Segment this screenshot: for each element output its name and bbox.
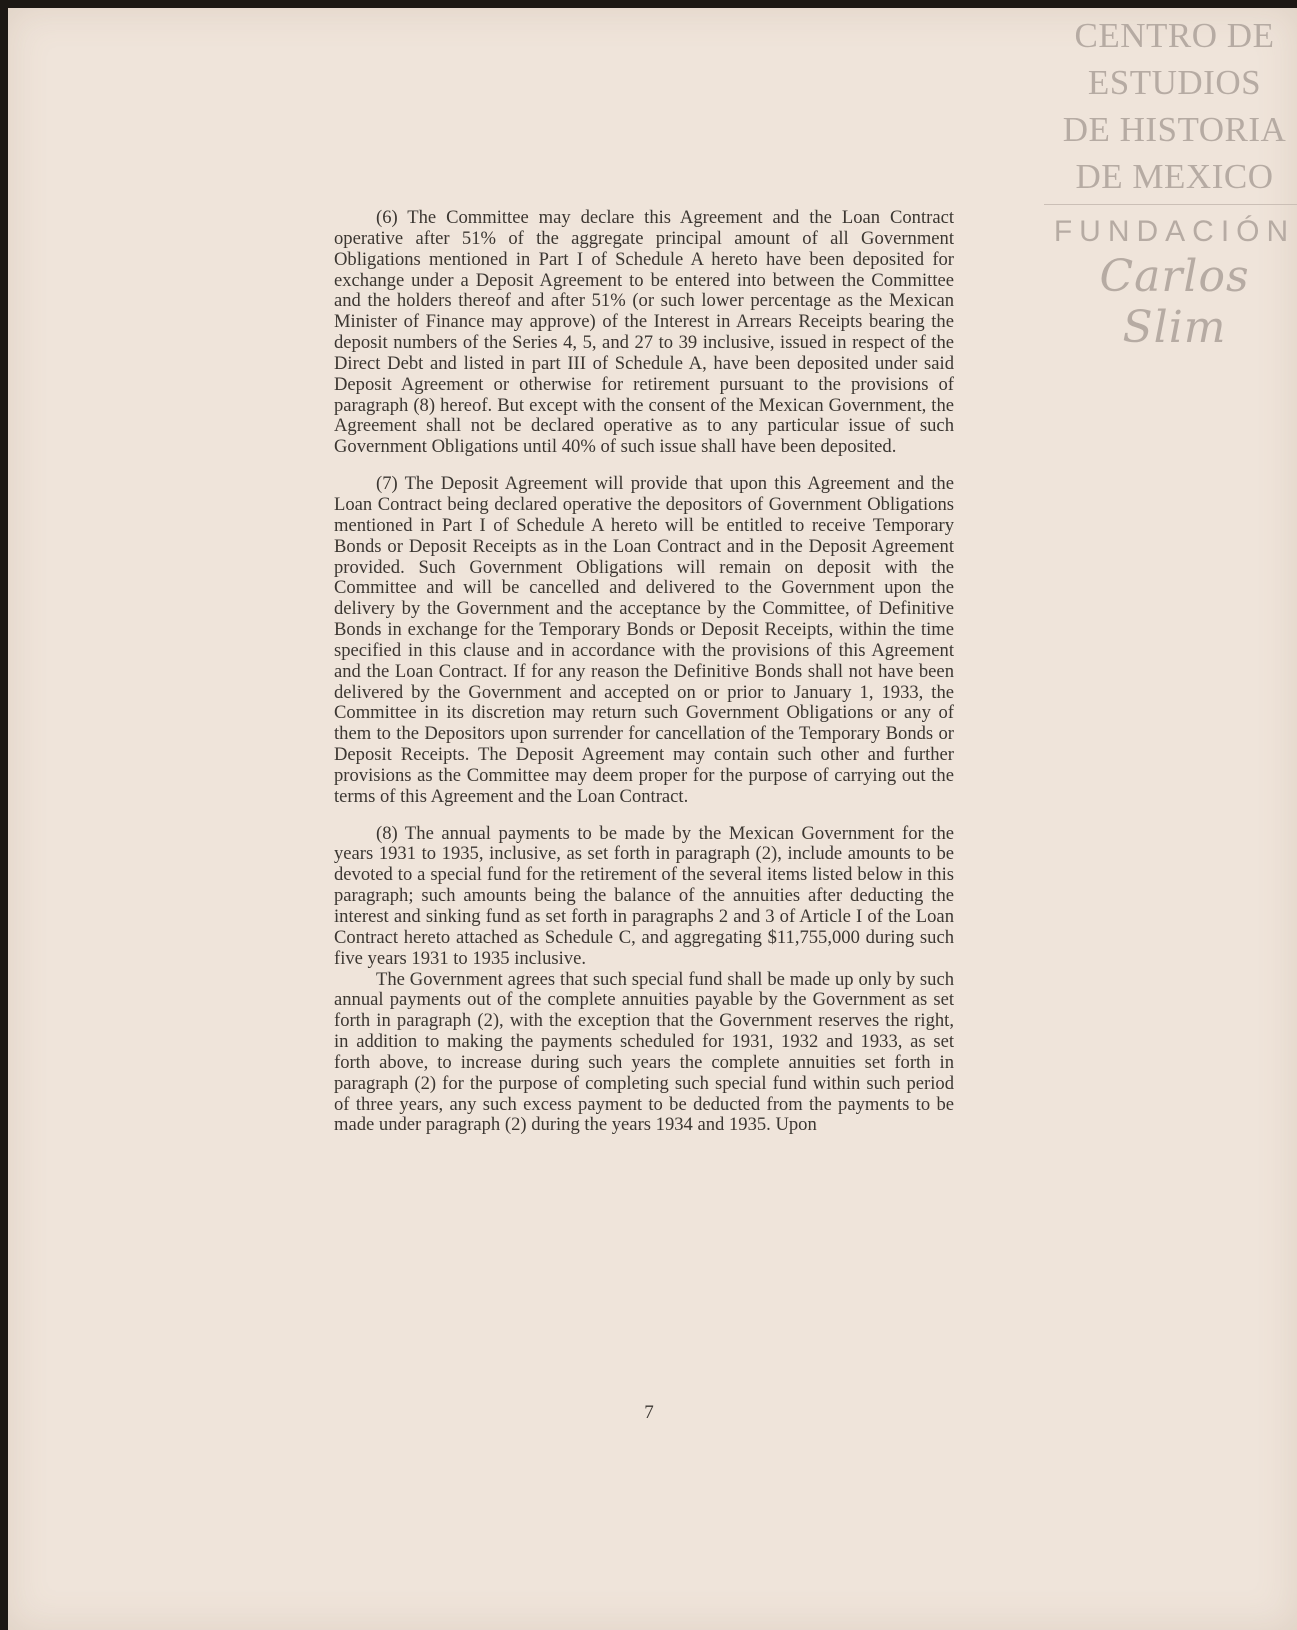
watermark-line: CENTRO DE: [1074, 16, 1275, 55]
page-number: 7: [644, 1402, 654, 1423]
paragraph-6: (6) The Committee may declare this Agreement and the Loan Contract operative after 51% of the aggregate principal amount of all Government Obligations mentioned in Part I of Schedule A hereto have been deposited for exchange under a Deposit Agreement to be entered into between the Committee and the holders thereof and after 51% (or such lower percentage as the Mexican Minister of Finance may approve) of the Interest in Arrears Receipts bearing the deposit numbers of the Series 4, 5, and 27 to 39 inclusive, issued in respect of the Direct Debt and listed in part III of Schedule A, have been deposited under said Deposit Agreement or otherwise for retirement pursuant to the provisions of paragraph (8) hereof. But except with the consent of the Mexican Government, the Agreement shall not be declared operative as to any particular issue of such Government Obligations until 40% of such issue shall have been deposited.: [334, 207, 954, 458]
watermark-foundation-label: FUNDACIÓN: [1053, 215, 1296, 248]
watermark-signature: Carlos Slim: [1099, 251, 1250, 353]
watermark-line: ESTUDIOS: [1087, 63, 1262, 102]
document-page: [8, 8, 1297, 1630]
body-text: [334, 208, 954, 1136]
paragraph-7: (7) The Deposit Agreement will provide that upon this Agreement and the Loan Contract being declared operative the depositors of Government Obligations mentioned in Part I of Schedule A hereto will be entitled to receive Temporary Bonds or Deposit Receipts as in the Loan Contract and in the Deposit Agreement provided. Such Government Obligations will remain on deposit with the Committee and will be cancelled and delivered to the Government upon the delivery by the Government and the acceptance by the Committee, of Definitive Bonds in exchange for the Temporary Bonds or Deposit Receipts, within the time specified in this clause and in accordance with the provisions of this Agreement and the Loan Contract. If for any reason the Definitive Bonds shall not have been delivered by the Government and accepted on or prior to January 1, 1933, the Committee in its discretion may return such Government Obligations or any of them to the Depositors upon surrender for cancellation of the Temporary Bonds or Deposit Receipts. The Deposit Agreement may contain such other and further provisions as the Committee may deem proper for the purpose of carrying out the terms of this Agreement and the Loan Contract.: [334, 473, 954, 807]
foundation-watermark: [1044, 8, 1297, 353]
paragraph-8-continued: The Government agrees that such special fund shall be made up only by such annual payments out of the complete annuities payable by the Government as set forth in paragraph (2), with the exception that the Government reserves the right, in addition to making the payments scheduled for 1931, 1932 and 1933, as set forth above, to increase during such years the complete annuities set forth in paragraph (2) for the purpose of completing such special fund within such period of three years, any such excess payment to be deducted from the payments to be made under paragraph (2) during the years 1934 and 1935. Upon: [334, 968, 954, 1136]
watermark-institution-name: [1044, 8, 1297, 205]
watermark-line: DE HISTORIA: [1062, 110, 1287, 149]
paragraph-8: (8) The annual payments to be made by the Mexican Government for the years 1931 to 1935, inclusive, as set forth in paragraph (2), include amounts to be devoted to a special fund for the retirement of the several items listed below in this paragraph; such amounts being the balance of the annuities after deducting the interest and sinking fund as set forth in paragraphs 2 and 3 of Article I of the Loan Contract hereto attached as Schedule C, and aggregating $11,755,000 during such five years 1931 to 1935 inclusive.: [334, 822, 954, 969]
watermark-line: DE MEXICO: [1075, 157, 1274, 196]
